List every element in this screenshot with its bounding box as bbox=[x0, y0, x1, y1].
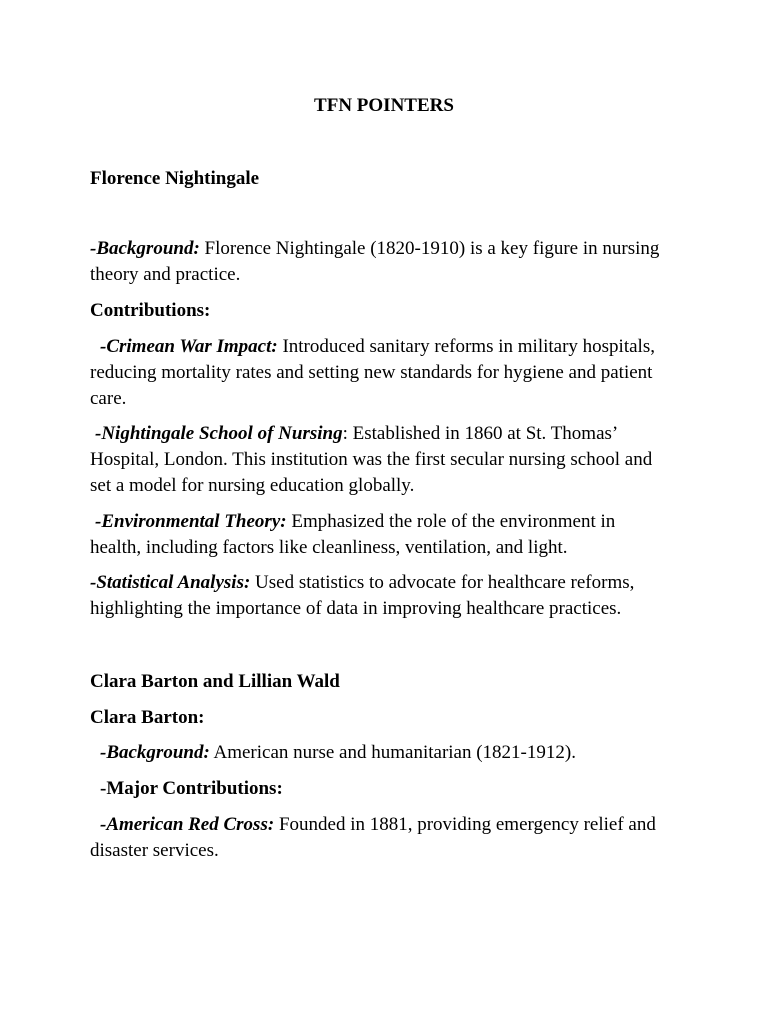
environmental-text: Emphasized the role of the environment in health, including factors like cleanliness, ventilation, and light. bbox=[90, 511, 616, 558]
section-heading-nightingale: Florence Nightingale bbox=[90, 168, 260, 189]
environmental-label: -Environmental Theory: bbox=[95, 511, 287, 532]
document-title: TFN POINTERS bbox=[314, 95, 454, 116]
barton-background-indent bbox=[90, 742, 100, 763]
background-text: Florence Nightingale (1820-1910) is a key figure in nursing theory and practice. bbox=[90, 238, 660, 285]
environmental-theory-paragraph bbox=[90, 509, 660, 561]
statistical-label: -Statistical Analysis: bbox=[90, 572, 251, 593]
barton-background bbox=[90, 740, 690, 766]
red-cross-indent bbox=[90, 814, 100, 835]
red-cross-label: -American Red Cross: bbox=[100, 814, 275, 835]
nightingale-school-paragraph bbox=[90, 421, 670, 499]
major-contributions-heading: -Major Contributions: bbox=[100, 778, 283, 799]
crimean-war-label: -Crimean War Impact: bbox=[100, 336, 278, 357]
crimean-war-paragraph bbox=[90, 334, 680, 412]
red-cross-paragraph bbox=[90, 812, 680, 864]
contributions-heading: Contributions: bbox=[90, 300, 211, 321]
clara-barton-heading: Clara Barton: bbox=[90, 707, 205, 728]
background-label: -Background: bbox=[90, 238, 200, 259]
crimean-war-indent bbox=[90, 336, 100, 357]
school-text: : Established in 1860 at St. Thomas’ Hospital, London. This institution was the first secular nursing school and set a model for nursing education globally. bbox=[90, 423, 653, 496]
red-cross-text: Founded in 1881, providing emergency relief and disaster services. bbox=[90, 814, 656, 861]
section-heading-barton-wald: Clara Barton and Lillian Wald bbox=[90, 671, 340, 692]
statistical-text: Used statistics to advocate for healthcare reforms, highlighting the importance of data in improving healthcare practices. bbox=[90, 572, 635, 619]
statistical-analysis-paragraph bbox=[90, 570, 680, 622]
crimean-war-text: Introduced sanitary reforms in military hospitals, reducing mortality rates and setting new standards for hygiene and patient care. bbox=[90, 336, 655, 409]
school-label: -Nightingale School of Nursing bbox=[95, 423, 343, 444]
barton-background-text: American nurse and humanitarian (1821-1912). bbox=[209, 742, 576, 763]
nightingale-background bbox=[90, 236, 690, 288]
barton-background-label: -Background: bbox=[100, 742, 210, 763]
